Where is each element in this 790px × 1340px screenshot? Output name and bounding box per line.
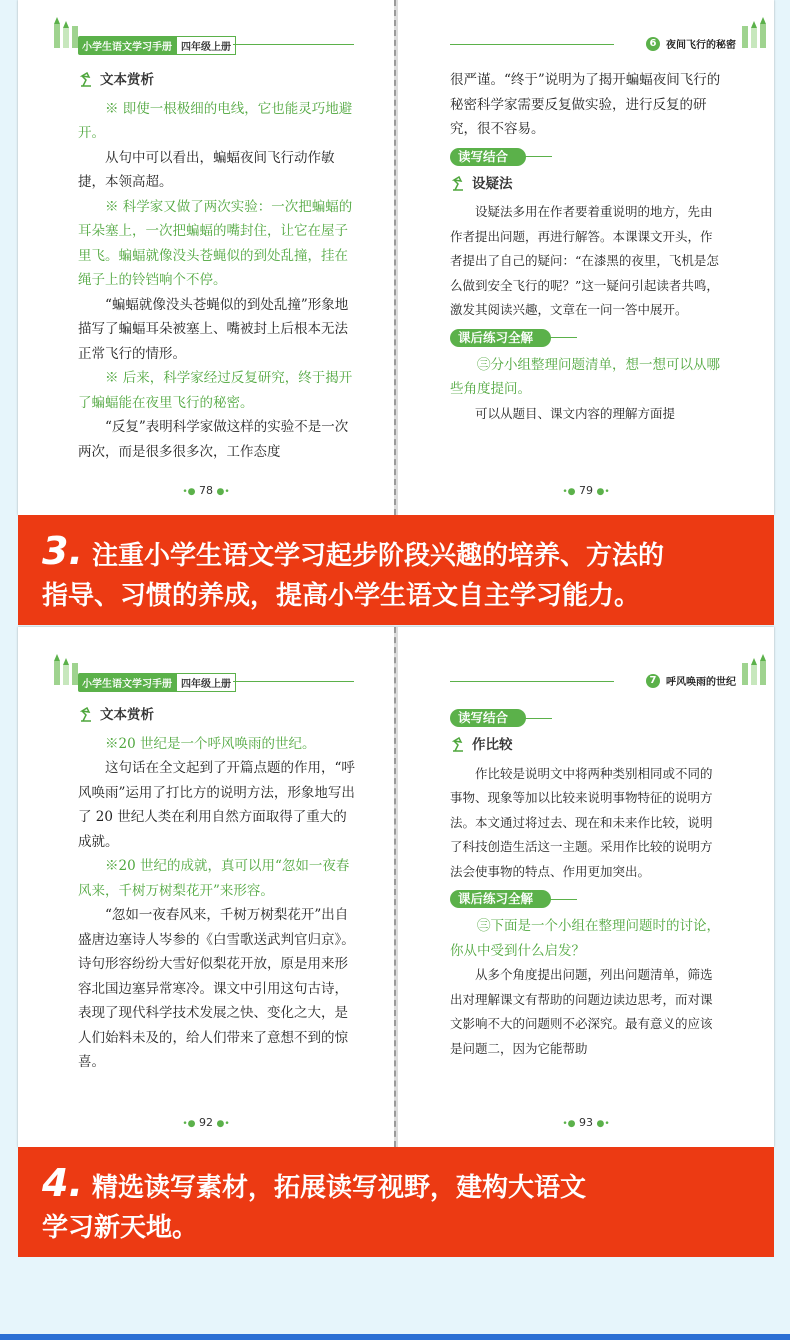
- page-header: [18, 30, 394, 56]
- feature-line-2: 指导、习惯的养成，提高小学生语文自主学习能力。: [42, 581, 641, 611]
- analysis-paragraph: 从句中可以看出，蝙蝠夜间飞行动作敏捷，本领高超。: [78, 149, 335, 190]
- header-rule: [450, 44, 614, 45]
- section-title-text: 设疑法: [472, 175, 513, 192]
- question-paragraph: ㊂分小组整理问题清单，想一想可以从哪些角度提问。: [450, 356, 720, 397]
- quote-paragraph: ※ 后来，科学家经过反复研究，终于揭开了蝙蝠能在夜里飞行的秘密。: [78, 370, 353, 411]
- lesson-title: 夜间飞行的秘密: [666, 40, 736, 51]
- exercise-pill: 课后练习全解: [450, 890, 551, 908]
- section-title: [450, 733, 722, 758]
- exercise-pill: 课后练习全解: [450, 329, 551, 347]
- pill-wrap: [450, 323, 722, 353]
- lesson-tag: [646, 673, 736, 688]
- page-left-78: [18, 0, 394, 515]
- lesson-tag: [646, 36, 736, 51]
- answer-paragraph: 可以从题目、课文内容的理解方面提: [475, 405, 676, 421]
- continued-paragraph: 很严谨。“终于”说明为了揭开蝙蝠夜间飞行的秘密科学家需要反复做实验，进行反复的研究，很不容易。: [450, 72, 721, 137]
- page-left-92: [18, 627, 394, 1147]
- page-number: •● 79 ●•: [562, 484, 610, 497]
- reading-writing-pill: 读写结合: [450, 148, 526, 166]
- page-number: •● 92 ●•: [182, 1116, 230, 1129]
- section-title: [450, 172, 722, 197]
- feature-line-1: 精选读写素材，拓展读写视野，建构大语文: [91, 1173, 586, 1203]
- analysis-paragraph: 这句话在全文起到了开篇点题的作用，“呼风唤雨”运用了打比方的说明方法，形象地写出了 20 世纪人类在利用自然方面取得了重大的成就。: [78, 760, 355, 850]
- feature-line-1: 注重小学生语文学习起步阶段兴趣的培养、方法的: [91, 541, 664, 571]
- section-title-text: 文本赏析: [100, 707, 154, 723]
- section-title: [78, 703, 358, 728]
- page-number: •● 93 ●•: [562, 1116, 610, 1129]
- analysis-paragraph: “蝙蝠就像没头苍蝇似的到处乱撞”形象地描写了蝙蝠耳朵被塞上、嘴被封上后根本无法正常飞行的情形。: [78, 296, 349, 362]
- grade-label: 四年级上册: [176, 36, 236, 55]
- section-title: [78, 68, 358, 93]
- lesson-number: 6: [646, 37, 660, 51]
- lamp-icon: [450, 737, 466, 753]
- book-title: 小学生语文学习手册: [78, 36, 176, 55]
- lesson-title: 呼风唤雨的世纪: [666, 677, 736, 688]
- section-title-text: 作比较: [472, 737, 513, 753]
- feature-banner-4: [18, 1147, 774, 1257]
- pencil-decoration-icon: [736, 651, 772, 687]
- lesson-number: 7: [646, 674, 660, 688]
- feature-number: 3.: [42, 529, 83, 573]
- book-title-tag: [78, 36, 236, 55]
- page-content: [78, 68, 358, 464]
- quote-paragraph: ※20 世纪是一个呼风唤雨的世纪。: [105, 735, 316, 752]
- grade-label: 四年级上册: [176, 673, 236, 692]
- feature-number: 4.: [42, 1161, 83, 1205]
- analysis-paragraph: “忽如一夜春风来，千树万树梨花开”出自盛唐边塞诗人岑参的《白雪歌送武判官归京》。诗句形容纷纷大雪好似梨花开放，原是用来形容北国边塞异常寒冷。课文中引用这句古诗，表现了现代科学技术发展之快、变化之大，是人们始料未及的，给人们带来了意想不到的惊喜。: [78, 907, 355, 1070]
- header-rule: [233, 44, 354, 45]
- pill-wrap: [450, 884, 722, 914]
- feature-banner-3: [18, 515, 774, 625]
- page-right-93: [398, 627, 774, 1147]
- analysis-paragraph: “反复”表明科学家做这样的实验不是一次两次，而是很多很多次，工作态度: [78, 419, 349, 460]
- question-paragraph: ㊂下面是一个小组在整理问题时的讨论，你从中受到什么启发？: [450, 918, 720, 959]
- page-content: [450, 68, 722, 426]
- page-number: •● 78 ●•: [182, 484, 230, 497]
- pill-wrap: [450, 703, 722, 733]
- lamp-icon: [78, 707, 94, 723]
- page-header: [398, 30, 774, 56]
- method-paragraph: 作比较是说明文中将两种类别相同或不同的事物、现象等加以比较来说明事物特征的说明方法。本文通过将过去、现在和未来作比较，说明了科技创造生活这一主题。采用作比较的说明方法会使事物的特点、作用更加突出。: [450, 765, 713, 879]
- reading-writing-pill: 读写结合: [450, 709, 526, 727]
- quote-paragraph: ※ 即使一根极细的电线，它也能灵巧地避开。: [78, 100, 353, 141]
- section-title-text: 文本赏析: [100, 72, 154, 88]
- header-rule: [233, 681, 354, 682]
- quote-paragraph: ※ 科学家又做了两次实验：一次把蝙蝠的耳朵塞上，一次把蝙蝠的嘴封住，让它在屋子里飞。蝙蝠就像没头苍蝇似的到处乱撞，挂在绳子上的铃铛响个不停。: [78, 198, 353, 288]
- lamp-icon: [450, 176, 466, 192]
- book-spread-2: [18, 627, 774, 1147]
- book-title: 小学生语文学习手册: [78, 673, 176, 692]
- page-content: [450, 703, 722, 1061]
- page-right-79: [398, 0, 774, 515]
- page-header: [398, 667, 774, 693]
- lamp-icon: [78, 72, 94, 88]
- method-paragraph: 设疑法多用在作者要着重说明的地方，先由作者提出问题，再进行解答。本课课文开头，作者提出了自己的疑问：“在漆黑的夜里，飞机是怎么做到安全飞行的呢？”这一疑问引起读者共鸣，激发其阅读兴趣，文章在一问一答中展开。: [450, 204, 719, 317]
- bottom-accent-bar: [0, 1334, 790, 1340]
- book-spread-1: [18, 0, 774, 515]
- header-rule: [450, 681, 614, 682]
- pencil-decoration-icon: [736, 14, 772, 50]
- feature-line-2: 学习新天地。: [42, 1213, 199, 1243]
- book-title-tag: [78, 673, 236, 692]
- page-header: [18, 667, 394, 693]
- answer-paragraph: 从多个角度提出问题，列出问题清单，筛选出对理解课文有帮助的问题边读边思考，而对课文影响不大的问题则不必深究。最有意义的应该是问题二，因为它能帮助: [450, 967, 713, 1056]
- page-content: [78, 703, 358, 1075]
- pill-wrap: [450, 142, 722, 172]
- quote-paragraph: ※20 世纪的成就，真可以用“忽如一夜春风来，千树万树梨花开”来形容。: [78, 858, 350, 899]
